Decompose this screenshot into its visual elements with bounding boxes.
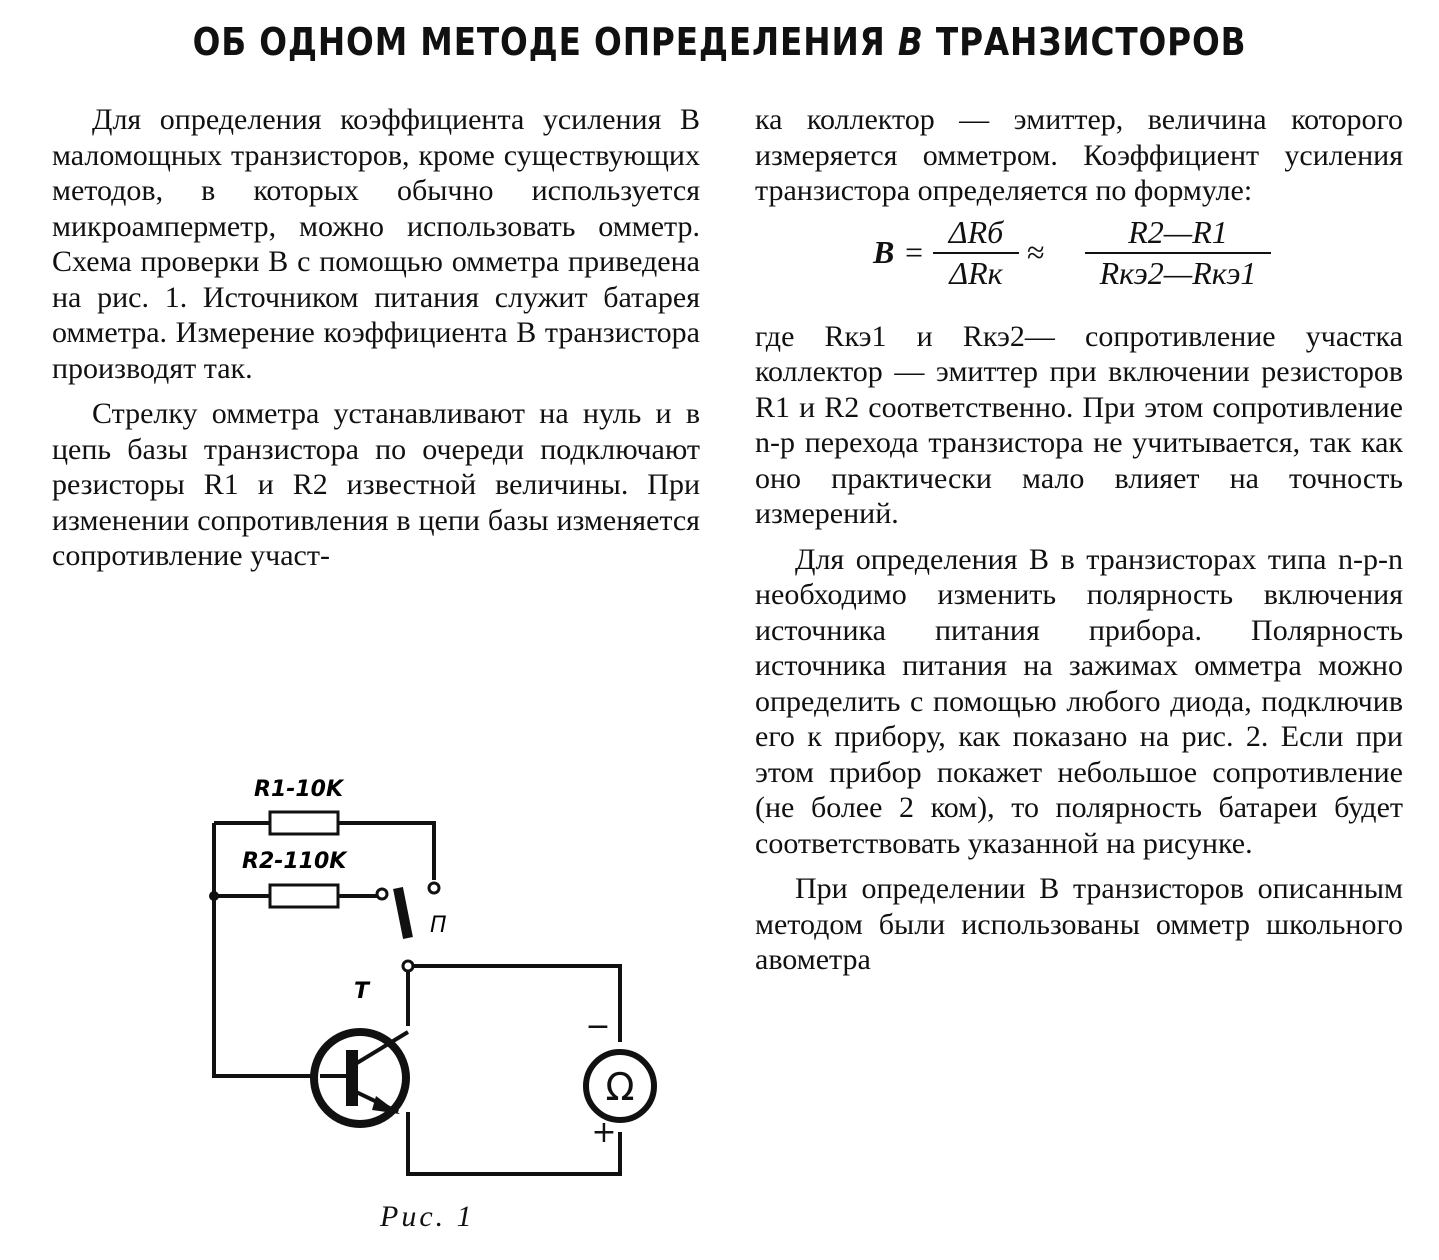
- right-paragraph-2: где Rкэ1 и Rкэ2— сопротивление участка коллектор — эмиттер при включении резисторов R1 и R2 соответственно. При этом сопротивление n-p перехода транзистора не учитывается, так как оно практически мало влияет на точность измерений.: [755, 319, 1403, 530]
- ohmmeter-symbol: Ω: [605, 1065, 635, 1109]
- figure-caption: Рис. 1: [380, 1200, 475, 1233]
- fraction-1-denominator: ΔRк: [949, 255, 1003, 291]
- formula-fraction-1: [933, 215, 1019, 292]
- formula-fraction-2: [1085, 215, 1271, 292]
- right-paragraph-1: ка коллектор — эмиттер, величина которого измеряется омметром. Коэффициент усиления транзистора определяется по формуле:: [755, 103, 1403, 207]
- ohmmeter-plus: +: [591, 1115, 617, 1150]
- contact-r2: [377, 889, 387, 899]
- formula-equals: =: [905, 233, 924, 270]
- right-column: [755, 102, 1403, 978]
- fraction-2-numerator: R2—R1: [1128, 213, 1228, 250]
- switch-lever: [398, 888, 408, 938]
- transistor-label: T: [354, 979, 370, 1004]
- fraction-1-numerator: ΔRб: [948, 213, 1004, 250]
- fraction-1-bar: [933, 252, 1019, 254]
- fraction-2-denominator: Rкэ2—Rкэ1: [1099, 255, 1257, 291]
- title-after: ТРАНЗИСТОРОВ: [923, 20, 1247, 64]
- ohmmeter-minus: −: [585, 1009, 611, 1044]
- switch-pivot: [403, 961, 413, 971]
- title-symbol: B: [897, 20, 924, 64]
- gain-formula: [755, 209, 1403, 307]
- left-paragraph-1: Для определения коэффициента усиления B маломощных транзисторов, кроме существующих методов, в которых обычно используется микроамперметр, можно использовать омметр. Схема проверки B с помощью омметра приведена на рис. 1. Источником питания служит батарея омметра. Измерение коэффициента B транзистора производят так.: [52, 103, 700, 385]
- fraction-2-bar: [1085, 252, 1271, 254]
- formula-lhs: B: [873, 233, 895, 270]
- left-column: [52, 102, 700, 574]
- title-before: ОБ ОДНОМ МЕТОДЕ ОПРЕДЕЛЕНИЯ: [192, 20, 898, 64]
- circuit-diagram: [200, 760, 680, 1200]
- junction-dot: [209, 891, 219, 901]
- right-paragraph-4: При определении B транзисторов описанным методом были использованы омметр школьного авометра: [755, 872, 1403, 976]
- left-paragraph-2: Стрелку омметра устанавливают на нуль и в цепь базы транзистора по очереди подключают резисторы R1 и R2 известной величины. При изменении сопротивления в цепи базы изменяется сопротивление участ-: [52, 397, 700, 572]
- resistor-r2: [270, 885, 338, 907]
- r1-label: R1-10K: [254, 777, 344, 802]
- contact-r1: [429, 883, 439, 893]
- resistor-r1: [270, 812, 338, 834]
- r2-label: R2-110K: [242, 849, 347, 874]
- formula-approx: ≈: [1027, 233, 1045, 270]
- article-title: [101, 20, 1339, 64]
- wire-emitter: [408, 1112, 620, 1174]
- right-paragraph-3: Для определения B в транзисторах типа n-p-n необходимо изменить полярность включения источника питания прибора. Полярность источника питания на зажимах омметра можно определить с помощью любого диода, подключив его к прибору, как показано на рис. 2. Если при этом прибор покажет небольшое сопротивление (не более 2 ком), то полярность батареи будет соответствовать указанной на рисунке.: [755, 542, 1403, 860]
- switch-label: П: [430, 913, 447, 938]
